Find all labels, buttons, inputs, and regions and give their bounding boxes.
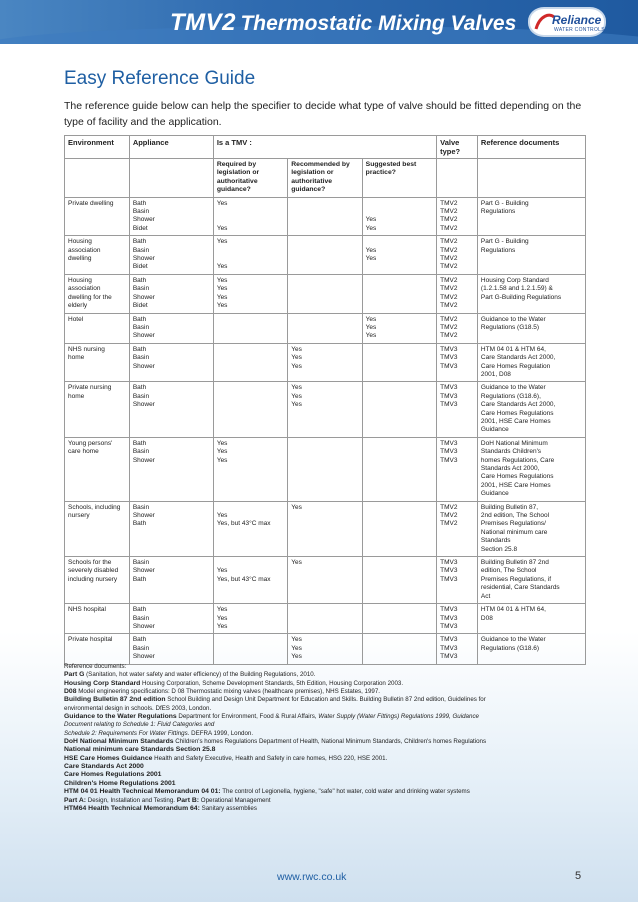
note-term: DoH National Minimum Standards [64, 738, 174, 746]
note-line [64, 680, 584, 688]
note-term: D08 [64, 688, 77, 696]
cell-suggested [362, 557, 436, 604]
cell-valve-type: TMV3 TMV3 TMV3 [437, 343, 478, 382]
note-line [64, 755, 584, 763]
cell-suggested [362, 343, 436, 382]
cell-reference: Housing Corp Standard (1.2.1.58 and 1.2.1.59) & Part G-Building Regulations [477, 274, 585, 313]
footer-website-link[interactable]: www.rwc.co.uk [277, 871, 347, 883]
notes-list [64, 671, 584, 813]
note-term: Children's Home Regulations 2001 [64, 779, 176, 787]
table-row [65, 382, 586, 437]
cell-reference: HTM 04 01 & HTM 64, Care Standards Act 2000, Care Homes Regulation 2001, D08 [477, 343, 585, 382]
cell-suggested [362, 382, 436, 437]
cell-valve-type: TMV3 TMV3 TMV3 [437, 604, 478, 634]
cell-suggested: Yes Yes [362, 236, 436, 275]
cell-required [213, 382, 287, 437]
note-line [64, 780, 584, 788]
table-row [65, 197, 586, 236]
cell-recommended [288, 437, 362, 501]
cell-required [213, 343, 287, 382]
cell-suggested [362, 634, 436, 664]
cell-valve-type: TMV2 TMV2 TMV2 TMV2 [437, 197, 478, 236]
cell-recommended [288, 313, 362, 343]
cell-reference: Guidance to the Water Regulations (G18.6), Care Standards Act 2000, Care Homes Regulations 2001, HSE Care Homes Guidance [477, 382, 585, 437]
cell-required: Yes Yes Yes Yes [213, 274, 287, 313]
cell-appliance: Bath Basin Shower [129, 313, 213, 343]
cell-appliance: Bath Basin Shower [129, 437, 213, 501]
note-line [64, 771, 584, 779]
table-header-row [65, 136, 586, 159]
note-term: Care Homes Regulations 2001 [64, 771, 162, 779]
subheader-blank [129, 159, 213, 198]
cell-reference: DoH National Minimum Standards Children's homes Regulations, Care Standards Act 2000, Care Homes Regulations 2001, HSE Care Homes Guidance [477, 437, 585, 501]
table-row [65, 236, 586, 275]
col-environment: Environment [65, 136, 130, 159]
note-text: Children's homes Regulations Department of Health, National Minimum Standards, Children's homes Regulations [173, 738, 487, 746]
note-line [64, 805, 584, 813]
note-line [64, 763, 584, 771]
note-term: Guidance to the Water Regulations [64, 713, 177, 721]
cell-appliance: Bath Basin Shower [129, 634, 213, 664]
cell-environment: Schools, including nursery [65, 501, 130, 556]
reliance-logo [528, 7, 606, 37]
note-text: Department for Environment, Food & Rural Affairs, [176, 713, 319, 721]
col-appliance: Appliance [129, 136, 213, 159]
cell-environment: NHS hospital [65, 604, 130, 634]
cell-environment: Private nursing home [65, 382, 130, 437]
note-line [64, 705, 584, 713]
note-term: Building Bulletin 87 2nd edition [64, 696, 166, 704]
table-row [65, 557, 586, 604]
cell-environment: Housing association dwelling for the elderly [65, 274, 130, 313]
page-number: 5 [575, 870, 582, 882]
note-term: HSE Care Homes Guidance [64, 754, 153, 762]
header-banner [0, 0, 638, 44]
note-line [64, 721, 584, 729]
cell-environment: Hotel [65, 313, 130, 343]
cell-valve-type: TMV3 TMV3 TMV3 [437, 634, 478, 664]
reference-table [64, 135, 586, 665]
cell-valve-type: TMV2 TMV2 TMV2 TMV2 [437, 236, 478, 275]
cell-recommended: Yes Yes Yes [288, 634, 362, 664]
cell-recommended: Yes Yes Yes [288, 382, 362, 437]
note-term: HTM 04 01 Health Technical Memorandum 04 01: [64, 788, 221, 796]
note-term: Part G [64, 671, 85, 679]
note-term: Care Standards Act 2000 [64, 763, 144, 771]
note-line [64, 671, 584, 679]
cell-required: Yes Yes, but 43°C max [213, 501, 287, 556]
table-row [65, 343, 586, 382]
cell-suggested [362, 437, 436, 501]
cell-suggested: Yes Yes Yes [362, 313, 436, 343]
cell-recommended [288, 236, 362, 275]
table-row [65, 501, 586, 556]
cell-reference: Guidance to the Water Regulations (G18.6) [477, 634, 585, 664]
logo-subtitle: WATER CONTROLS [554, 27, 605, 33]
note-text: Operational Management [199, 796, 271, 804]
subheader-blank [477, 159, 585, 198]
table-row [65, 634, 586, 664]
cell-recommended [288, 274, 362, 313]
cell-recommended: Yes [288, 501, 362, 556]
note-line [64, 746, 584, 754]
cell-recommended [288, 197, 362, 236]
cell-required [213, 634, 287, 664]
note-line [64, 696, 584, 704]
note-text: DEFRA 1999, London. [189, 729, 254, 737]
note-term: National minimum care Standards Section 25.8 [64, 746, 216, 754]
note-line [64, 788, 584, 796]
cell-valve-type: TMV2 TMV2 TMV2 [437, 501, 478, 556]
note-italic: Water Supply (Water Fittings) Regulations 1999, Guidance [318, 713, 479, 721]
col-recommended: Recommended by legislation or authoritative guidance? [288, 159, 362, 198]
note-text: Housing Corporation, Scheme Development Standards, 5th Edition, Housing Corporation 2003. [140, 679, 404, 687]
cell-suggested: Yes Yes [362, 197, 436, 236]
logo-name: Reliance [552, 13, 602, 27]
col-suggested: Suggested best practice? [362, 159, 436, 198]
cell-valve-type: TMV2 TMV2 TMV2 TMV2 [437, 274, 478, 313]
subheader-blank [65, 159, 130, 198]
note-text: Sanitary assemblies [199, 804, 257, 812]
table-subheader-row [65, 159, 586, 198]
note-line [64, 797, 584, 805]
cell-required: Yes Yes, but 43°C max [213, 557, 287, 604]
note-term: Housing Corp Standard [64, 679, 141, 687]
cell-environment: Housing association dwelling [65, 236, 130, 275]
cell-suggested [362, 501, 436, 556]
col-valve-type: Valve type? [437, 136, 478, 159]
table-row [65, 437, 586, 501]
cell-reference: Guidance to the Water Regulations (G18.5) [477, 313, 585, 343]
cell-required: Yes Yes Yes [213, 604, 287, 634]
reference-notes [64, 663, 584, 813]
banner-title [170, 9, 516, 37]
cell-valve-type: TMV3 TMV3 TMV3 [437, 557, 478, 604]
cell-appliance: Bath Basin Shower Bidet [129, 236, 213, 275]
cell-environment: Private dwelling [65, 197, 130, 236]
note-line [64, 688, 584, 696]
note-term: Part B: [176, 796, 200, 804]
note-text: School Building and Design Unit Department for Education and Skills. Building Bulletin 87 2nd edition, Guidelines for [165, 696, 486, 704]
cell-reference: Part G - Building Regulations [477, 197, 585, 236]
note-italic: Schedule 2: Requirements For Water Fittings. [64, 729, 190, 737]
cell-recommended: Yes Yes Yes [288, 343, 362, 382]
cell-valve-type: TMV2 TMV2 TMV2 [437, 313, 478, 343]
note-term: Part A: [64, 796, 87, 804]
cell-required: Yes Yes [213, 236, 287, 275]
cell-appliance: Bath Basin Shower Bidet [129, 197, 213, 236]
col-is-a-tmv: Is a TMV : [213, 136, 436, 159]
note-line [64, 730, 584, 738]
cell-environment: Private hospital [65, 634, 130, 664]
cell-required: Yes Yes [213, 197, 287, 236]
table-body [65, 197, 586, 664]
notes-heading: Reference documents: [64, 663, 127, 670]
note-text: Design, Installation and Testing. [86, 796, 177, 804]
cell-suggested [362, 604, 436, 634]
cell-recommended: Yes [288, 557, 362, 604]
page-title: Easy Reference Guide [64, 68, 256, 89]
cell-required [213, 313, 287, 343]
cell-reference: Building Bulletin 87, 2nd edition, The School Premises Regulations/ National minimum care Standards Section 25.8 [477, 501, 585, 556]
subheader-blank [437, 159, 478, 198]
cell-appliance: Bath Basin Shower [129, 382, 213, 437]
note-text: Model engineering specifications: D 08 Thermostatic mixing valves (healthcare premises), NHS Estates, 1997. [76, 688, 381, 696]
cell-reference: Part G - Building Regulations [477, 236, 585, 275]
cell-appliance: Bath Basin Shower [129, 604, 213, 634]
table-row [65, 274, 586, 313]
cell-reference: Building Bulletin 87 2nd edition, The School Premises Regulations, if residential, Care Standards Act [477, 557, 585, 604]
intro-paragraph: The reference guide below can help the specifier to decide what type of valve should be fitted depending on the type of facility and the application. [64, 100, 582, 128]
cell-environment: Schools for the severely disabled including nursery [65, 557, 130, 604]
cell-valve-type: TMV3 TMV3 TMV3 [437, 437, 478, 501]
col-required: Required by legislation or authoritative guidance? [213, 159, 287, 198]
cell-required: Yes Yes Yes [213, 437, 287, 501]
note-italic: Document relating to Schedule 1: Fluid Categories and [64, 721, 215, 729]
banner-title-rest: Thermostatic Mixing Valves [240, 12, 517, 35]
cell-environment: NHS nursing home [65, 343, 130, 382]
note-text: (Sanitation, hot water safety and water efficiency) of the Building Regulations, 2010. [84, 671, 316, 679]
note-text: The control of Legionella, hygiene, "safe" hot water, cold water and drinking water systems [220, 788, 470, 796]
cell-valve-type: TMV3 TMV3 TMV3 [437, 382, 478, 437]
note-line [64, 738, 584, 746]
cell-appliance: Bath Basin Shower Bidet [129, 274, 213, 313]
col-reference-documents: Reference documents [477, 136, 585, 159]
cell-appliance: Bath Basin Shower [129, 343, 213, 382]
cell-reference: HTM 04 01 & HTM 64, D08 [477, 604, 585, 634]
cell-recommended [288, 604, 362, 634]
table-row [65, 313, 586, 343]
cell-appliance: Basin Shower Bath [129, 557, 213, 604]
banner-title-tmv: TMV2 [170, 9, 237, 36]
cell-suggested [362, 274, 436, 313]
note-term: HTM64 Health Technical Memorandum 64: [64, 804, 200, 812]
note-line [64, 713, 584, 721]
cell-appliance: Basin Shower Bath [129, 501, 213, 556]
table-row [65, 604, 586, 634]
note-text: Health and Safety Executive, Health and Safety in care homes, HSG 220, HSE 2001. [152, 754, 388, 762]
note-text: environmental design in schools. DfES 2003, London. [64, 704, 212, 712]
cell-environment: Young persons' care home [65, 437, 130, 501]
